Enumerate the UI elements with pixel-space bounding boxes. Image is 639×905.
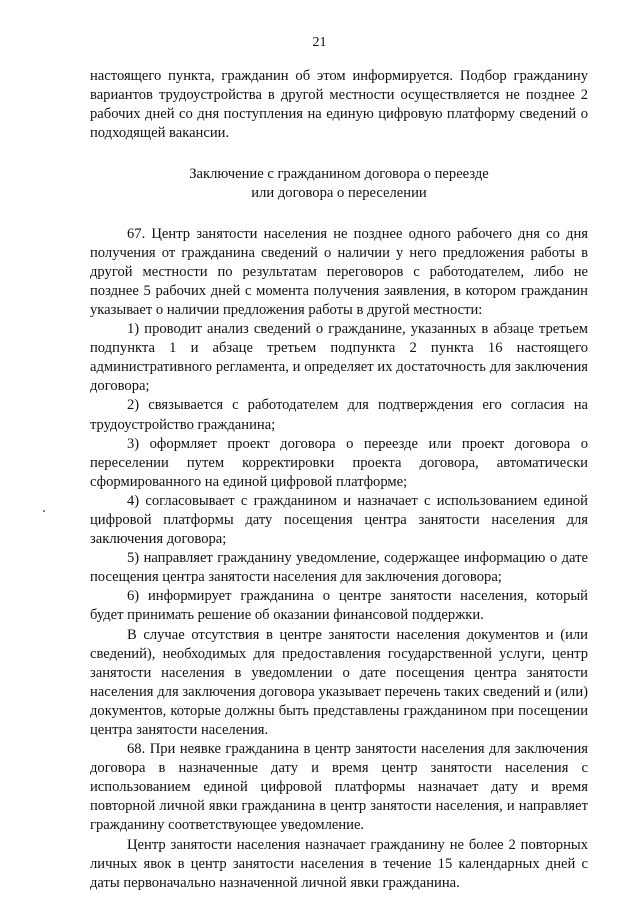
paragraph-67-item-4: 4) согласовывает с гражданином и назначает с использованием единой цифровой платформы дату посещения центра занятости населения для заключения договора; <box>90 492 588 548</box>
scan-dot-mark <box>43 510 45 512</box>
paragraph-67-item-5: 5) направляет гражданину уведомление, содержащее информацию о дате посещения центра занятости населения для заключения договора; <box>90 550 588 586</box>
page-number: 21 <box>312 35 327 50</box>
section-heading-line-1: Заключение с гражданином договора о переезде <box>189 166 489 183</box>
paragraph-67-missing-documents: В случае отсутствия в центре занятости населения документов и (или сведений), необходимых для предоставления государственной услуги, центр занятости населения в уведомлении о дате посещения центра занятости населения для заключения договора указывает перечень таких сведений и (или) документов, которые должны быть представлены гражданином при посещении центра занятости населения. <box>90 626 588 738</box>
section-heading <box>90 165 588 203</box>
paragraph-67-item-1: 1) проводит анализ сведений о гражданине, указанных в абзаце третьем подпункта 1 и абзаце третьем подпункта 2 пункта 16 настоящего административного регламента, и определяет их достаточность для заключения договора; <box>90 321 588 395</box>
document-body <box>90 67 588 893</box>
section-heading-line-2: или договора о переселении <box>251 185 427 202</box>
paragraph-67: 67. Центр занятости населения не позднее одного рабочего дня со дня получения от гражданина сведений о наличии у него предложения работы в другой местности по результатам переговоров с работодателем, либо не позднее 5 рабочих дней с момента получения заявления, в котором гражданин указывает о наличии предложения работы в другой местности: <box>90 225 588 318</box>
paragraph-68: 68. При неявке гражданина в центр занятости населения для заключения договора в назначенные дату и время центр занятости населения с использованием единой цифровой платформы назначает дату и время повторной личной явки гражданина в центр занятости населения, и направляет гражданину соответствующее уведомление. <box>90 741 588 834</box>
paragraph-68-repeat-visits: Центр занятости населения назначает гражданину не более 2 повторных личных явок в центр занятости населения в течение 15 календарных дней с даты первоначально назначенной личной явки гражданина. <box>90 836 588 891</box>
paragraph-67-item-6: 6) информирует гражданина о центре занятости населения, который будет принимать решение об оказании финансовой поддержки. <box>90 588 588 624</box>
paragraph-67-item-2: 2) связывается с работодателем для подтверждения его согласия на трудоустройство гражданина; <box>90 397 588 433</box>
paragraph-67-item-3: 3) оформляет проект договора о переезде или проект договора о переселении путем корректировки проекта договора, автоматически сформированного на единой цифровой платформе; <box>90 435 588 490</box>
intro-paragraph: настоящего пункта, гражданин об этом информируется. Подбор гражданину вариантов трудоустройства в другой местности осуществляется не позднее 2 рабочих дней со дня поступления на единую цифровую платформу сведений о подходящей вакансии. <box>90 68 588 142</box>
